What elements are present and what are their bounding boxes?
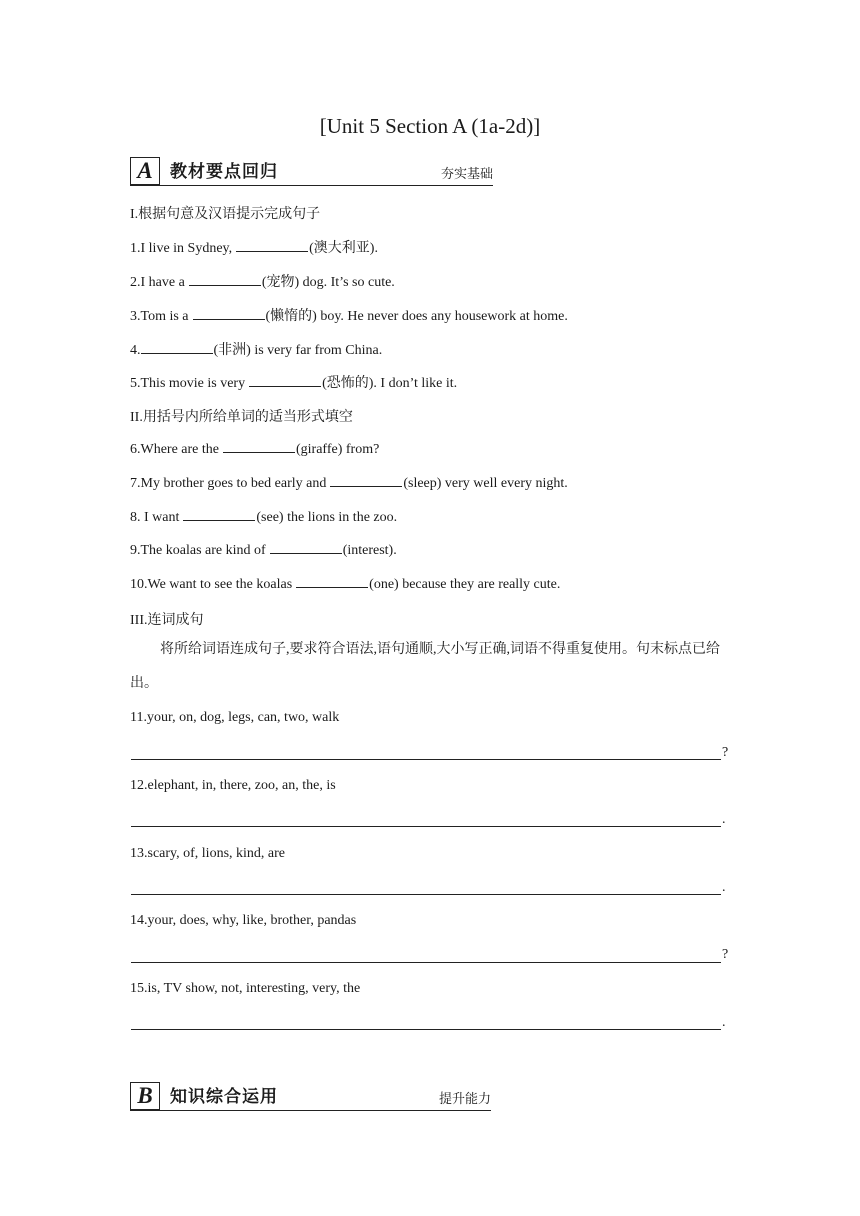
part2-heading: II.用括号内所给单词的适当形式填空 (130, 410, 353, 425)
answer-line-13[interactable] (131, 893, 721, 895)
question-14: 14.your, does, why, like, brother, pandas (130, 913, 357, 928)
answer-blank-7[interactable] (330, 474, 402, 487)
question-6 (130, 440, 379, 458)
question-7-text: 7.My brother goes to bed early and (130, 476, 327, 491)
question-13: 13.scary, of, lions, kind, are (130, 846, 285, 861)
part1-heading: I.根据句意及汉语提示完成句子 (130, 207, 321, 222)
question-6-hint: (giraffe) from? (296, 442, 380, 457)
answer-blank-6[interactable] (223, 440, 295, 453)
answer-blank-9[interactable] (270, 541, 342, 554)
question-8 (130, 508, 397, 526)
answer-blank-2[interactable] (189, 273, 261, 286)
answer-line-15[interactable] (131, 1028, 721, 1030)
answer-blank-10[interactable] (296, 575, 368, 588)
answer-punct-13: . (722, 880, 726, 895)
section-b-letter: B (130, 1082, 160, 1110)
question-7 (130, 474, 568, 492)
section-a-banner (130, 155, 493, 186)
part3-heading: III.连词成句 (130, 613, 204, 628)
question-2-hint: (宠物) dog. It’s so cute. (261, 275, 395, 290)
section-b-tag: 提升能力 (438, 1092, 491, 1107)
answer-punct-12: . (722, 812, 726, 827)
question-1 (130, 237, 378, 257)
question-11: 11.your, on, dog, legs, can, two, walk (130, 710, 340, 725)
answer-blank-1[interactable] (236, 239, 308, 252)
question-2 (130, 271, 395, 291)
answer-line-14[interactable] (131, 961, 721, 963)
answer-blank-8[interactable] (183, 508, 255, 521)
part3-instruction: 将所给词语连成句子,要求符合语法,语句通顺,大小写正确,词语不得重复使用。句末标点已给出。 (130, 642, 720, 691)
answer-punct-14: ? (722, 947, 729, 962)
section-a-name: 教材要点回归 (170, 162, 278, 182)
question-6-text: 6.Where are the (130, 442, 219, 457)
question-5-text: 5.This movie is very (130, 376, 246, 391)
question-10-text: 10.We want to see the koalas (130, 577, 293, 592)
question-9-text: 9.The koalas are kind of (130, 543, 266, 558)
question-4-text: 4. (130, 343, 141, 358)
question-10 (130, 575, 560, 593)
question-3-text: 3.Tom is a (130, 309, 189, 324)
question-5-hint: (恐怖的). I don’t like it. (322, 376, 458, 391)
question-3-hint: (懒惰的) boy. He never does any housework at home. (265, 309, 568, 324)
answer-line-12[interactable] (131, 825, 721, 827)
question-5 (130, 372, 457, 392)
page-title: [Unit 5 Section A (1a-2d)] (319, 114, 541, 138)
answer-blank-4[interactable] (141, 341, 213, 354)
question-2-text: 2.I have a (130, 275, 185, 290)
section-b-name: 知识综合运用 (170, 1087, 278, 1107)
question-8-hint: (see) the lions in the zoo. (256, 510, 398, 525)
section-a-tag: 夯实基础 (440, 167, 493, 182)
answer-punct-15: . (722, 1015, 726, 1030)
question-3 (130, 305, 568, 325)
question-8-text: 8. I want (130, 510, 180, 525)
question-12: 12.elephant, in, there, zoo, an, the, is (130, 778, 336, 793)
question-15: 15.is, TV show, not, interesting, very, the (130, 981, 361, 996)
question-1-hint: (澳大利亚). (309, 241, 378, 256)
question-4-hint: (非洲) is very far from China. (213, 343, 383, 358)
question-7-hint: (sleep) very well every night. (403, 476, 568, 491)
section-a-letter: A (130, 157, 160, 185)
answer-blank-5[interactable] (249, 374, 321, 387)
answer-line-11[interactable] (131, 758, 721, 760)
question-9 (130, 541, 397, 559)
answer-blank-3[interactable] (193, 307, 265, 320)
question-9-hint: (interest). (342, 543, 397, 558)
answer-punct-11: ? (722, 745, 729, 760)
question-1-text: 1.I live in Sydney, (130, 241, 233, 256)
section-b-banner (130, 1080, 491, 1111)
question-4 (130, 339, 382, 359)
question-10-hint: (one) because they are really cute. (369, 577, 561, 592)
